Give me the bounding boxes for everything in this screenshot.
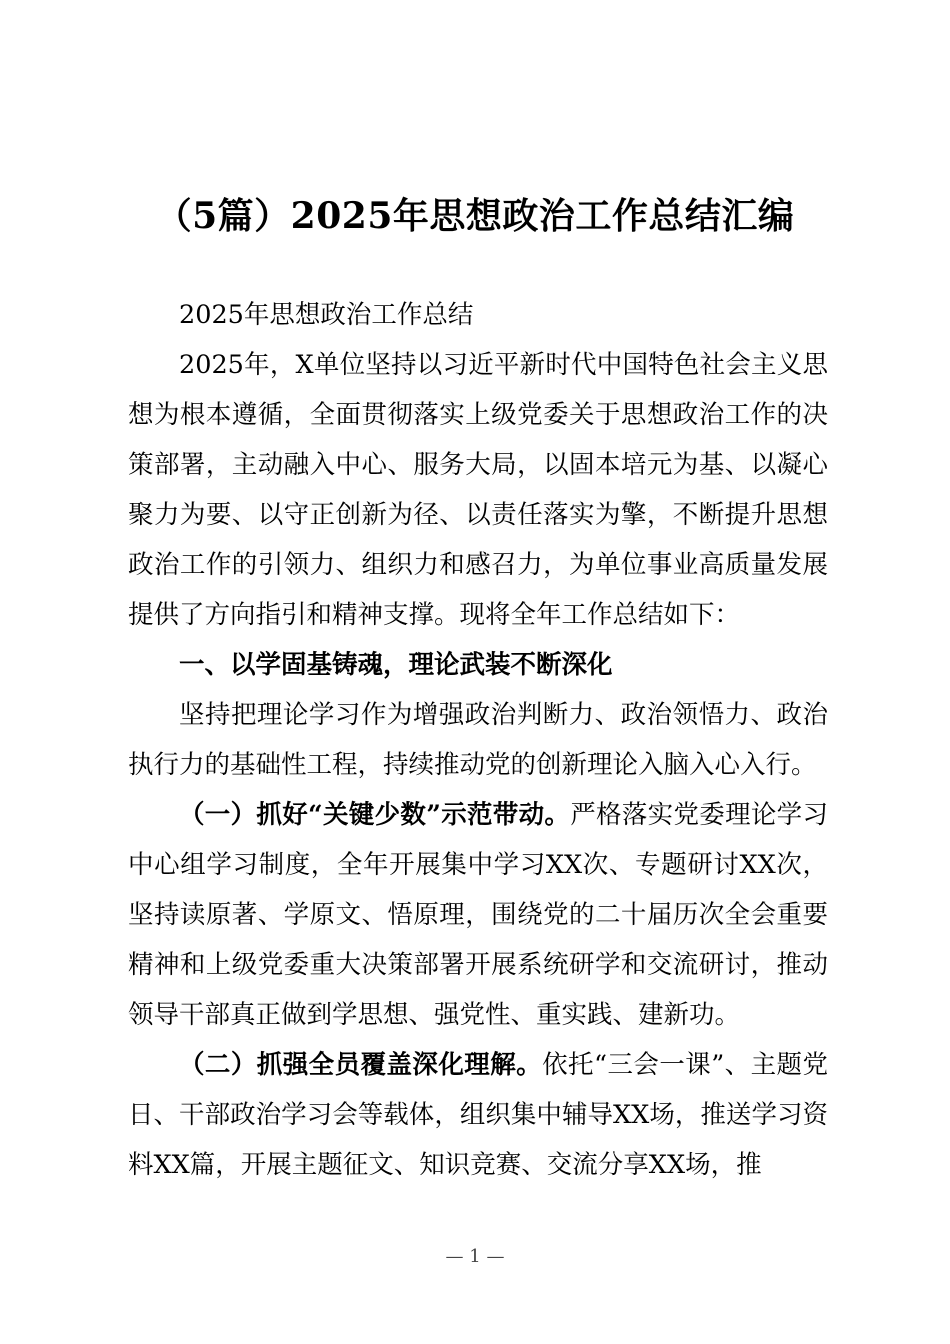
item-2-paragraph	[128, 1040, 828, 1190]
intro-paragraph: 2025年，X单位坚持以习近平新时代中国特色社会主义思想为根本遵循，全面贯彻落实上级党委关于思想政治工作的决策部署，主动融入中心、服务大局，以固本培元为基、以凝心聚力为要、以守正创新为径、以责任落实为擎，不断提升思想政治工作的引领力、组织力和感召力，为单位事业高质量发展提供了方向指引和精神支撑。现将全年工作总结如下：	[128, 350, 828, 630]
page-number: — 1 —	[445, 1246, 505, 1267]
subtitle-paragraph: 2025年思想政治工作总结	[179, 300, 474, 330]
item-2-lead: （二）抓强全员覆盖深化理解。	[179, 1050, 543, 1080]
item-1-lead: （一）抓好“关键少数”示范带动。	[179, 800, 571, 830]
item-1-text: 严格落实党委理论学习中心组学习制度，全年开展集中学习XX次、专题研讨XX次，坚持读原著、学原文、悟原理，围绕党的二十届历次全会重要精神和上级党委重大决策部署开展系统研学和交流研讨，推动领导干部真正做到学思想、强党性、重实践、建新功。	[128, 800, 828, 1030]
item-1-paragraph	[128, 790, 828, 1040]
section-1-heading: 一、以学固基铸魂，理论武装不断深化	[179, 650, 613, 680]
document-title: （5篇）2025年思想政治工作总结汇编	[155, 195, 795, 237]
section-1-intro-paragraph: 坚持把理论学习作为增强政治判断力、政治领悟力、政治执行力的基础性工程，持续推动党的创新理论入脑入心入行。	[128, 700, 828, 780]
document-body	[128, 290, 828, 1190]
item-2-text: 依托“三会一课”、主题党日、干部政治学习会等载体，组织集中辅导XX场，推送学习资料XX篇，开展主题征文、知识竞赛、交流分享XX场，推	[128, 1050, 828, 1180]
